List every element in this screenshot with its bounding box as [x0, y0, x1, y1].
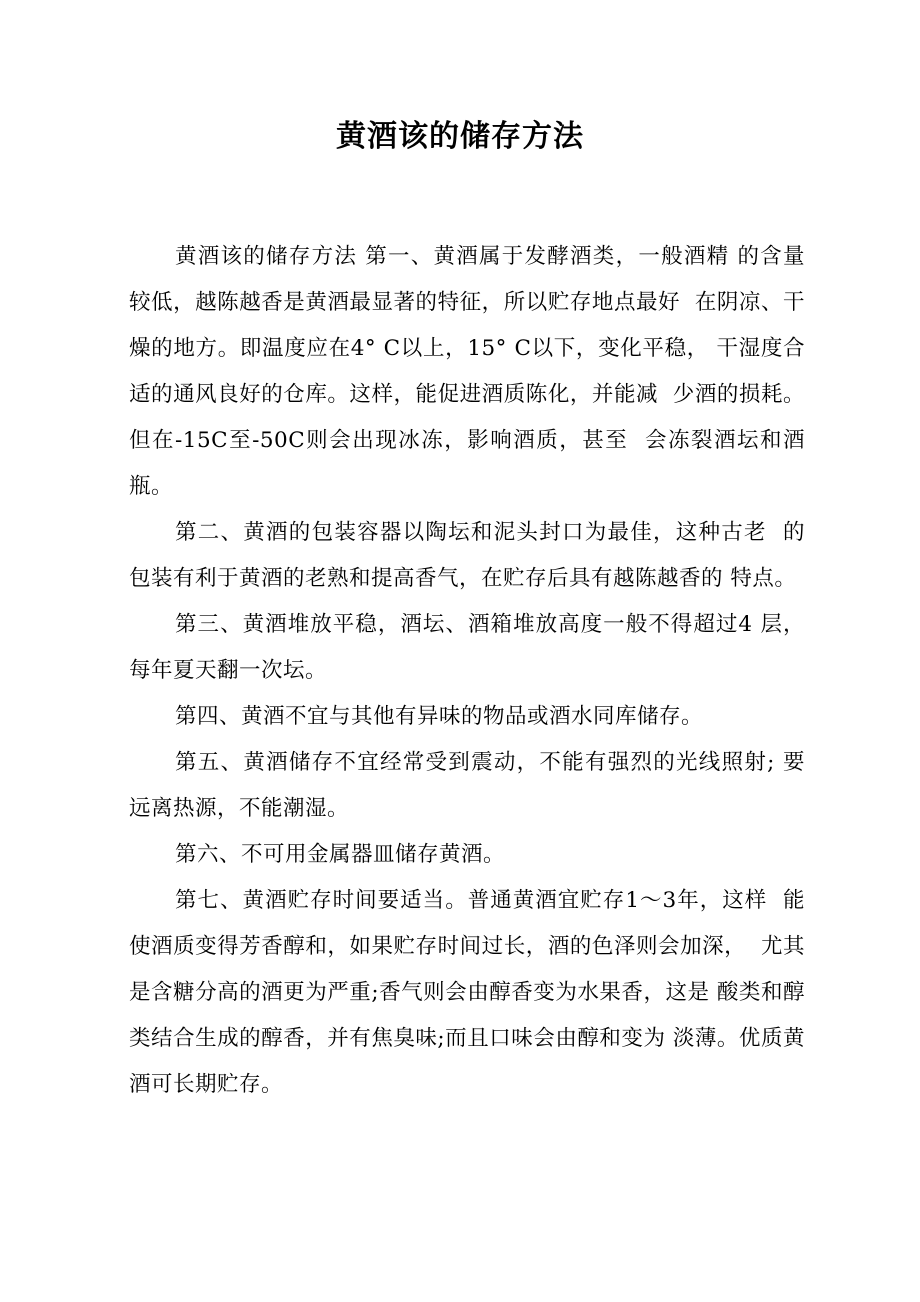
paragraph-7: 第七、黄酒贮存时间要适当。普通黄酒宜贮存1〜3年，这样 能使酒质变得芳香醇和，如果贮存时间过长，酒的色泽则会加深， 尤其是含糖分高的酒更为严重;香气则会由醇香变为水果香，这是 酸类和醇类结合生成的醇香，并有焦臭味;而且口味会由醇和变为 淡薄。优质黄酒可长期贮存。	[129, 888, 805, 1097]
paragraph-6: 第六、不可用金属器皿储存黄酒。	[175, 842, 506, 867]
paragraph-5: 第五、黄酒储存不宜经常受到震动，不能有强烈的光线照射; 要远离热源，不能潮湿。	[129, 750, 805, 821]
document-body	[129, 234, 805, 1108]
document-title: 黄酒该的储存方法	[336, 119, 584, 154]
paragraph-1: 黄酒该的储存方法 第一、黄酒属于发酵酒类，一般酒精 的含量较低，越陈越香是黄酒最显著的特征，所以贮存地点最好 在阴凉、干燥的地方。即温度应在4° C以上，15° C以下，变化平稳， 干湿度合适的通风良好的仓库。这样，能促进酒质陈化，并能减 少酒的损耗。但在-15C至-50C则会出现冰冻，影响酒质，甚至 会冻裂酒坛和酒瓶。	[129, 244, 805, 499]
paragraph-3: 第三、黄酒堆放平稳，酒坛、酒箱堆放高度一般不得超过4 层，每年夏天翻一次坛。	[129, 612, 805, 683]
paragraph-4: 第四、黄酒不宜与其他有异味的物品或酒水同库储存。	[175, 704, 704, 729]
paragraph-2: 第二、黄酒的包装容器以陶坛和泥头封口为最佳，这种古老 的包装有利于黄酒的老熟和提高香气，在贮存后具有越陈越香的 特点。	[129, 520, 805, 591]
